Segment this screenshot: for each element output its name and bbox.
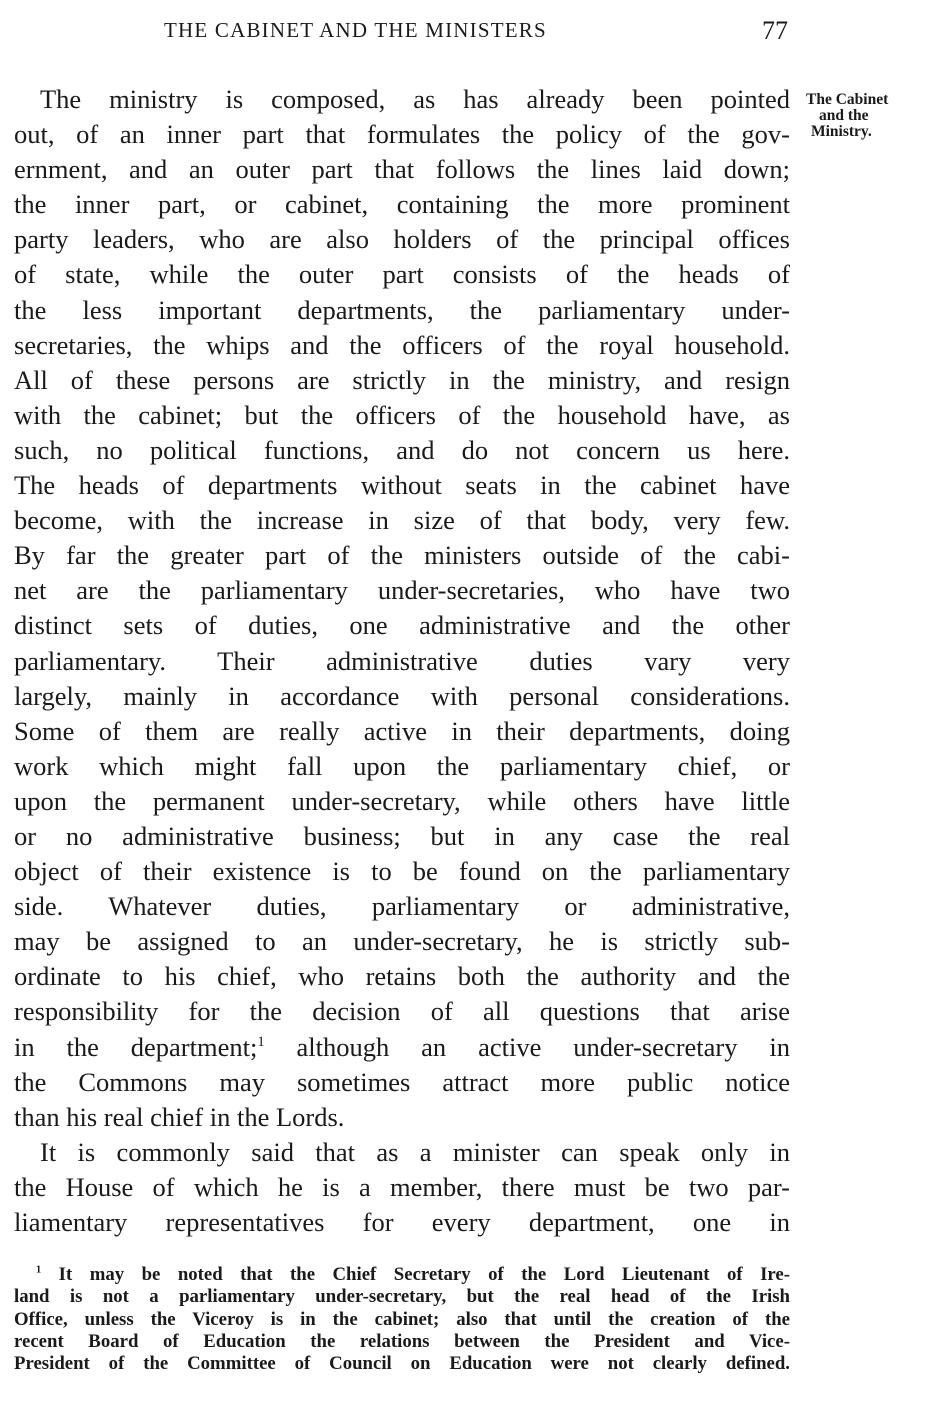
footnote-reference: 1 bbox=[257, 1033, 265, 1050]
body-text bbox=[14, 82, 790, 1240]
footnote-line: President of the Committee of Council on Education were not clearly defined. bbox=[14, 1353, 790, 1375]
text-line: such, no political functions, and do not concern us here. bbox=[14, 434, 790, 465]
text-line: responsibility for the decision of all questions that arise bbox=[14, 996, 790, 1027]
text-line: It is commonly said that as a minister can speak only in bbox=[40, 1136, 790, 1167]
text-segment: although an active under-secretary in bbox=[296, 1031, 790, 1062]
footnote bbox=[14, 1264, 790, 1375]
text-line: liamentary representatives for every department, one in bbox=[14, 1207, 790, 1237]
footnote-line: recent Board of Education the relations between the President and Vice- bbox=[14, 1330, 790, 1352]
text-line: distinct sets of duties, one administrative and the other bbox=[14, 610, 790, 641]
marginal-note-line: The Cabinet bbox=[806, 91, 889, 108]
text-line: object of their existence is to be found on the parliamentary bbox=[14, 856, 790, 887]
text-line: The heads of departments without seats in the cabinet have bbox=[14, 470, 790, 501]
text-line: side. Whatever duties, parliamentary or administrative, bbox=[14, 891, 790, 922]
text-line: the Commons may sometimes attract more public notice bbox=[14, 1066, 790, 1097]
text-line: The ministry is composed, as has already been pointed bbox=[40, 84, 790, 114]
text-line: ernment, and an outer part that follows the lines laid down; bbox=[14, 154, 790, 185]
text-line: become, with the increase in size of that body, very few. bbox=[14, 505, 790, 536]
text-line: All of these persons are strictly in the ministry, and resign bbox=[14, 364, 790, 395]
text-line: Some of them are really active in their departments, doing bbox=[14, 715, 790, 746]
text-line-with-footnote-ref bbox=[14, 1030, 790, 1065]
text-line: of state, while the outer part consists of the heads of bbox=[14, 259, 790, 290]
text-line: the inner part, or cabinet, containing the more prominent bbox=[14, 189, 790, 220]
footnote-line bbox=[14, 1264, 790, 1286]
text-line: out, of an inner part that formulates the policy of the gov- bbox=[14, 119, 790, 150]
text-line: parliamentary. Their administrative duties vary very bbox=[14, 645, 790, 676]
marginal-note-line: Ministry. bbox=[811, 123, 872, 140]
text-line: secretaries, the whips and the officers of the royal household. bbox=[14, 329, 790, 360]
footnote-line: Office, unless the Viceroy is in the cabinet; also that until the creation of the bbox=[14, 1308, 790, 1330]
text-segment: in the department; bbox=[14, 1031, 258, 1062]
text-line: net are the parliamentary under-secretaries, who have two bbox=[14, 575, 790, 606]
text-line: the House of which he is a member, there must be two par- bbox=[14, 1171, 790, 1202]
running-title: THE CABINET AND THE MINISTERS bbox=[164, 18, 547, 42]
text-line: or no administrative business; but in any case the real bbox=[14, 820, 790, 851]
text-line: upon the permanent under-secretary, while others have little bbox=[14, 785, 790, 816]
text-line: ordinate to his chief, who retains both the authority and the bbox=[14, 961, 790, 992]
marginal-note-line: and the bbox=[819, 107, 869, 124]
running-head bbox=[14, 18, 790, 48]
text-segment: It may be noted that the Chief Secretary of the Lord Lieutenant of Ire- bbox=[58, 1264, 790, 1285]
text-line: party leaders, who are also holders of the principal offices bbox=[14, 224, 790, 255]
text-line: than his real chief in the Lords. bbox=[14, 1101, 345, 1132]
footnote-line: land is not a parliamentary under-secretary, but the real head of the Irish bbox=[14, 1286, 790, 1308]
footnote-marker: 1 bbox=[36, 1264, 42, 1276]
page-number: 77 bbox=[762, 16, 788, 45]
text-line: with the cabinet; but the officers of the household have, as bbox=[14, 399, 790, 430]
text-line: may be assigned to an under-secretary, he is strictly sub- bbox=[14, 926, 790, 957]
text-line: the less important departments, the parliamentary under- bbox=[14, 294, 790, 325]
text-line: By far the greater part of the ministers outside of the cabi- bbox=[14, 540, 790, 571]
marginal-note bbox=[806, 92, 936, 140]
text-line: largely, mainly in accordance with personal considerations. bbox=[14, 680, 790, 711]
text-line: work which might fall upon the parliamentary chief, or bbox=[14, 750, 790, 781]
